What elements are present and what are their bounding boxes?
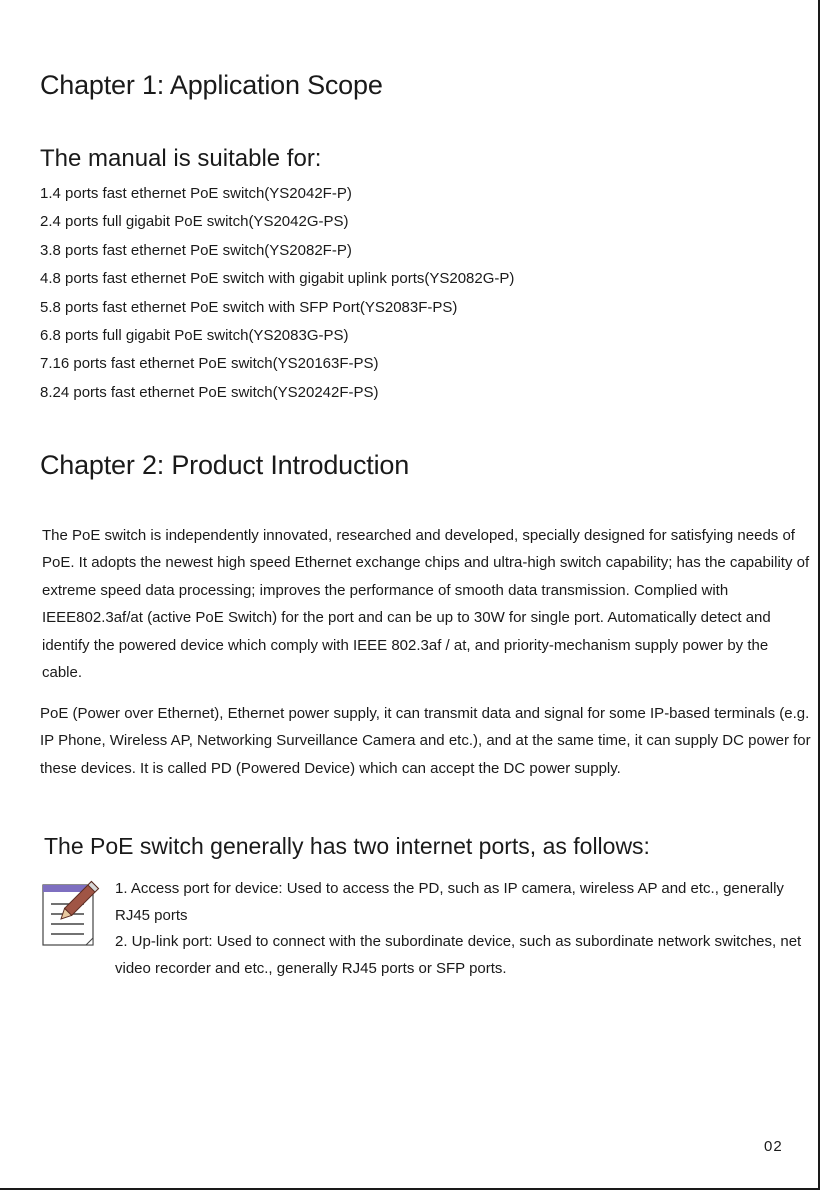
list-item: 1.4 ports fast ethernet PoE switch(YS2042F-P) [40,185,352,202]
intro-paragraph: The PoE switch is independently innovated, researched and developed, specially designed for satisfying needs of PoE. It adopts the newest high speed Ethernet exchange chips and ultra-high switch capability; has the capability of extreme speed data processing; improves the performance of smooth data transmission. Complied with IEEE802.3af/at (active PoE Switch) for the port and can be up to 30W for single port. Automatically detect and identify the powered device which comply with IEEE 802.3af / at, and priority-mechanism supply power by the cable. [42,527,810,682]
list-item: 3.8 ports fast ethernet PoE switch(YS2082F-P) [40,241,352,259]
list-item: 5.8 ports fast ethernet PoE switch with SFP Port(YS2083F-PS) [40,298,458,316]
note-pencil-icon [42,876,108,948]
list-item: 2.4 ports full gigabit PoE switch(YS2042G-PS) [40,213,349,231]
list-item: 4.8 ports fast ethernet PoE switch with gigabit uplink ports(YS2082G-P) [40,270,515,288]
access-port-note: 1. Access port for device: Used to access the PD, such as IP camera, wireless AP and etc., generally RJ45 ports [115,880,784,924]
uplink-port-note: 2. Up-link port: Used to connect with the subordinate device, such as subordinate network switches, net video recorder and etc., generally RJ45 ports or SFP ports. [115,933,802,977]
poe-paragraph: PoE (Power over Ethernet), Ethernet power supply, it can transmit data and signal for some IP-based terminals (e.g. IP Phone, Wireless AP, Networking Surveillance Camera and etc.), and at the same time, it can supply DC power for these devices. It is called PD (Powered Device) which can accept the DC power supply. [40,705,811,777]
chapter-1-title: Chapter 1: Application Scope [40,70,383,100]
chapter-2-title: Chapter 2: Product Introduction [40,450,410,480]
list-item: 8.24 ports fast ethernet PoE switch(YS20242F-PS) [40,383,379,401]
list-item: 6.8 ports full gigabit PoE switch(YS2083G-PS) [40,327,349,345]
ports-notes [115,876,805,982]
page-number: 02 [764,1138,783,1155]
list-item: 7.16 ports fast ethernet PoE switch(YS20163F-PS) [40,355,379,373]
product-list [40,180,514,407]
ports-heading: The PoE switch generally has two internet ports, as follows: [44,833,650,859]
chapter-1-subtitle: The manual is suitable for: [40,145,322,172]
